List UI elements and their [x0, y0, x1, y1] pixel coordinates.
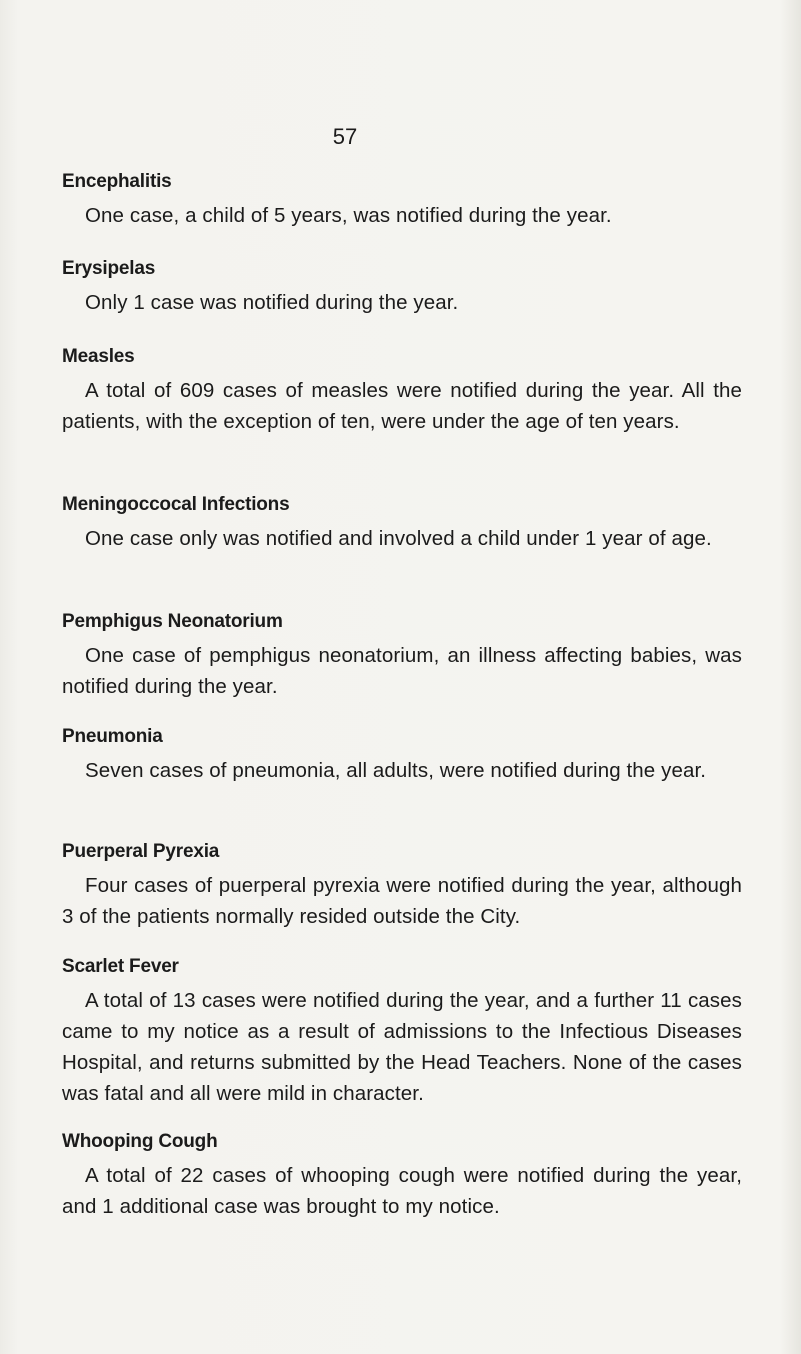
section-text: One case, a child of 5 years, was notified during the year.	[85, 204, 612, 227]
section-text: One case of pemphigus neonatorium, an illness affecting babies, was notified during the year.	[62, 644, 742, 698]
section-text: One case only was notified and involved a child under 1 year of age.	[85, 527, 712, 550]
section-heading: Erysipelas	[62, 258, 156, 279]
section-whooping-cough	[62, 1130, 742, 1222]
section-puerperal-pyrexia	[62, 840, 742, 932]
section-text: Four cases of puerperal pyrexia were notified during the year, although 3 of the patients normally resided outside the City.	[62, 874, 742, 928]
section-heading: Measles	[62, 346, 135, 367]
section-pemphigus-neonatorium	[62, 610, 742, 702]
section-encephalitis	[62, 170, 742, 231]
section-heading: Meningoccocal Infections	[62, 494, 290, 515]
section-text: Seven cases of pneumonia, all adults, were notified during the year.	[85, 759, 707, 782]
section-heading: Puerperal Pyrexia	[62, 841, 220, 862]
section-text: A total of 22 cases of whooping cough were notified during the year, and 1 additional case was brought to my notice.	[62, 1164, 742, 1218]
section-heading: Scarlet Fever	[62, 956, 179, 977]
section-text: Only 1 case was notified during the year.	[85, 291, 459, 314]
section-scarlet-fever	[62, 955, 742, 1109]
section-heading: Pemphigus Neonatorium	[62, 611, 283, 632]
section-text: A total of 609 cases of measles were notified during the year. All the patients, with the exception of ten, were under the age of ten years.	[62, 379, 742, 433]
section-erysipelas	[62, 257, 742, 318]
section-measles	[62, 345, 742, 437]
section-heading: Encephalitis	[62, 171, 172, 192]
page-number: 57	[332, 124, 358, 149]
section-meningococcal-infections	[62, 493, 742, 554]
section-heading: Pneumonia	[62, 726, 163, 747]
section-pneumonia	[62, 725, 742, 786]
section-heading: Whooping Cough	[62, 1131, 218, 1152]
section-text: A total of 13 cases were notified during the year, and a further 11 cases came to my notice as a result of admissions to the Infectious Diseases Hospital, and returns submitted by the Head Teachers. None of the cases was fatal and all were mild in character.	[62, 989, 742, 1105]
